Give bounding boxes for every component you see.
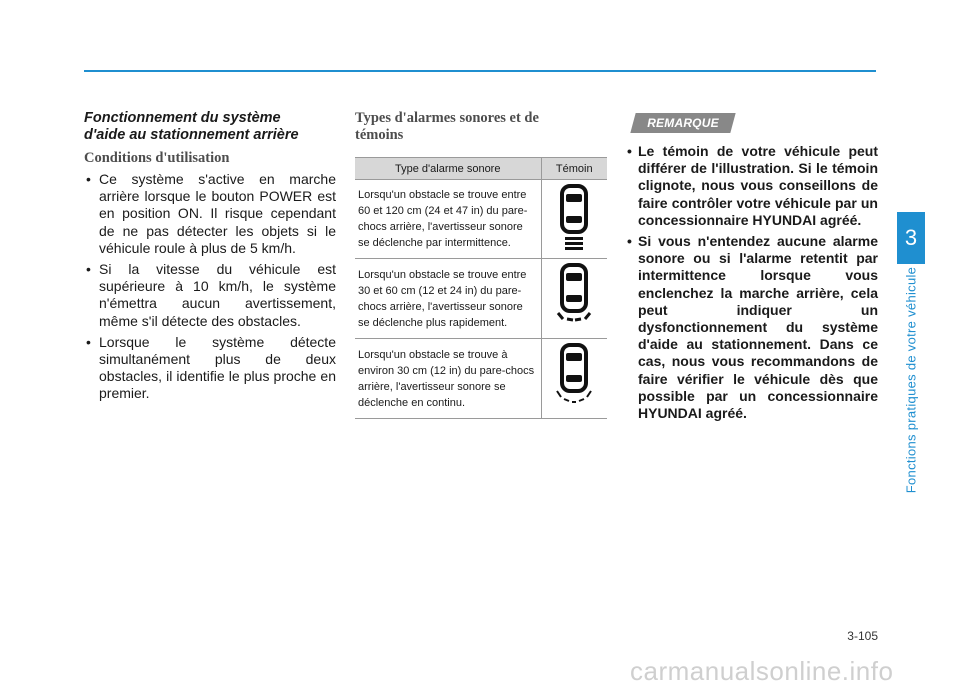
chapter-title-vertical: Fonctions pratiques de votre véhicule xyxy=(903,266,919,494)
section-subtitle: Conditions d'utilisation xyxy=(84,150,230,166)
page-number: 3-105 xyxy=(847,629,878,643)
remarks-list xyxy=(623,143,878,426)
watermark: carmanualsonline.info xyxy=(630,656,894,686)
chapter-number-tab: 3 xyxy=(897,212,925,264)
section-title-line2: d'aide au stationnement arrière xyxy=(84,127,299,143)
table-row xyxy=(355,339,607,419)
table-cell-text: Lorsqu'un obstacle se trouve entre 30 et 60 cm (12 et 24 in) du pare-chocs arrière, l'avertisseur sonore se déclenche plus rapidement. xyxy=(355,259,541,339)
alarm-types-title: Types d'alarmes sonores et de témoins xyxy=(355,110,539,143)
section-title-line1: Fonctionnement du système xyxy=(84,110,281,126)
table-cell-text: Lorsqu'un obstacle se trouve à environ 30 cm (12 in) du pare-chocs arrière, l'avertisseur sonore se déclenche en continu. xyxy=(355,339,541,419)
column-parking-assist xyxy=(84,110,336,407)
table-cell-text: Lorsqu'un obstacle se trouve entre 60 et 120 cm (24 et 47 in) du pare-chocs arrière, l'avertisseur sonore se déclenche par intermittence. xyxy=(355,180,541,259)
column-remarks xyxy=(623,0,878,689)
table-header-indicator: Témoin xyxy=(541,158,607,180)
conditions-list xyxy=(84,171,336,403)
list-item: • Lorsque le système détecte simultanément plus de deux obstacles, il identifie le plus proche en premier. xyxy=(84,334,336,403)
list-item: • Le témoin de votre véhicule peut différer de l'illustration. Si le témoin clignote, nous vous conseillons de faire contrôler votre véhicule par un concessionnaire HYUNDAI agréé. xyxy=(623,143,878,229)
car-rear-near-sensor-icon xyxy=(554,341,594,411)
remarque-badge-label: REMARQUE xyxy=(647,116,719,130)
list-item: • Si vous n'entendez aucune alarme sonore ou si l'alarme retentit par intermittence lorsque vous enclenchez la marche arrière, cela peut indiquer un dysfonctionnement du système d'aide au stationnement. Dans ce cas, nous vous recommandons de faire vérifier le véhicule dès que possible par un concessionnaire HYUNDAI agréé. xyxy=(623,233,878,422)
table-row xyxy=(355,259,607,339)
table-header-alarm-type: Type d'alarme sonore xyxy=(355,158,541,180)
car-rear-far-sensor-icon xyxy=(554,182,594,252)
alarm-table xyxy=(355,157,607,419)
remarque-badge xyxy=(630,113,735,133)
list-item: • Si la vitesse du véhicule est supérieure à 10 km/h, le système n'émettra aucun avertissement, même s'il détecte des obstacles. xyxy=(84,261,336,330)
list-item: • Ce système s'active en marche arrière lorsque le bouton POWER est en position ON. Il risque cependant de ne pas détecter les objets si le véhicule roule à plus de 5 km/h. xyxy=(84,171,336,257)
table-row xyxy=(355,180,607,259)
car-rear-mid-sensor-icon xyxy=(554,261,594,331)
column-alarm-types xyxy=(355,0,607,689)
